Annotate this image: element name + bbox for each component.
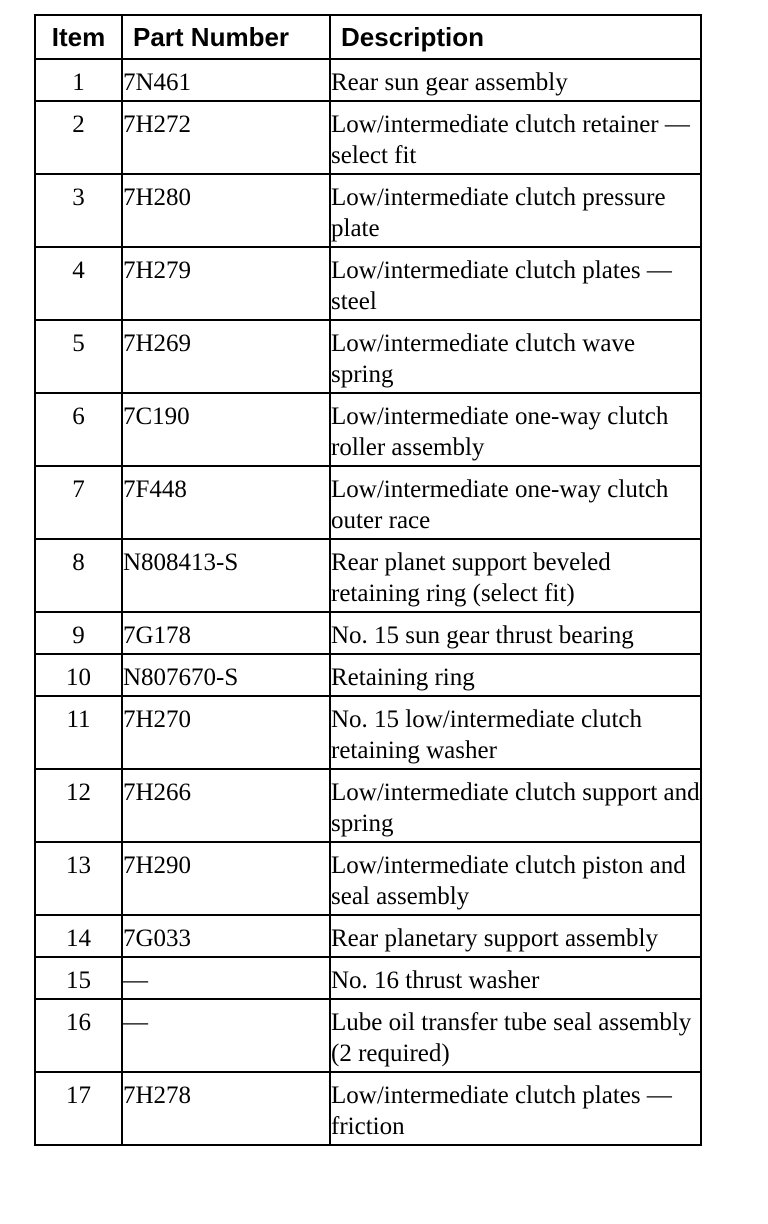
table-row <box>35 696 701 769</box>
description: Low/intermediate clutch wave spring <box>330 320 701 393</box>
table-row <box>35 769 701 842</box>
table-row <box>35 320 701 393</box>
table-row <box>35 101 701 174</box>
description: Low/intermediate one-way clutch roller assembly <box>330 393 701 466</box>
item-number: 9 <box>35 612 122 654</box>
description: Rear planet support beveled retaining ring (select fit) <box>330 539 701 612</box>
description: Rear planetary support assembly <box>330 915 701 957</box>
part-number: 7G178 <box>122 612 330 654</box>
description: Low/intermediate clutch pressure plate <box>330 174 701 247</box>
item-number: 15 <box>35 957 122 999</box>
item-number: 14 <box>35 915 122 957</box>
table-row <box>35 59 701 101</box>
description: Retaining ring <box>330 654 701 696</box>
part-number: 7H278 <box>122 1072 330 1145</box>
item-number: 7 <box>35 466 122 539</box>
parts-table <box>34 14 702 1146</box>
description: Low/intermediate clutch plates — steel <box>330 247 701 320</box>
description: Low/intermediate clutch plates — friction <box>330 1072 701 1145</box>
table-row <box>35 999 701 1072</box>
item-number: 1 <box>35 59 122 101</box>
item-number: 5 <box>35 320 122 393</box>
part-number: 7H290 <box>122 842 330 915</box>
table-row <box>35 654 701 696</box>
description: No. 15 sun gear thrust bearing <box>330 612 701 654</box>
item-number: 4 <box>35 247 122 320</box>
description: No. 15 low/intermediate clutch retaining washer <box>330 696 701 769</box>
header-row <box>35 15 701 59</box>
part-number: 7G033 <box>122 915 330 957</box>
part-number: 7H270 <box>122 696 330 769</box>
table-row <box>35 915 701 957</box>
item-number: 10 <box>35 654 122 696</box>
description: Low/intermediate one-way clutch outer race <box>330 466 701 539</box>
part-number: N807670-S <box>122 654 330 696</box>
table-row <box>35 842 701 915</box>
item-number: 16 <box>35 999 122 1072</box>
item-number: 17 <box>35 1072 122 1145</box>
description: Low/intermediate clutch retainer — select fit <box>330 101 701 174</box>
part-number: 7H266 <box>122 769 330 842</box>
item-number: 12 <box>35 769 122 842</box>
part-number: N808413-S <box>122 539 330 612</box>
item-number: 3 <box>35 174 122 247</box>
table-row <box>35 393 701 466</box>
part-number: 7N461 <box>122 59 330 101</box>
description: Rear sun gear assembly <box>330 59 701 101</box>
table-row <box>35 1072 701 1145</box>
description: Lube oil transfer tube seal assembly (2 required) <box>330 999 701 1072</box>
item-number: 13 <box>35 842 122 915</box>
item-number: 8 <box>35 539 122 612</box>
item-number: 6 <box>35 393 122 466</box>
table-row <box>35 174 701 247</box>
table-row <box>35 539 701 612</box>
header-description: Description <box>330 15 701 59</box>
part-number: — <box>122 957 330 999</box>
part-number: 7H279 <box>122 247 330 320</box>
description: No. 16 thrust washer <box>330 957 701 999</box>
item-number: 2 <box>35 101 122 174</box>
part-number: 7C190 <box>122 393 330 466</box>
part-number: — <box>122 999 330 1072</box>
part-number: 7H272 <box>122 101 330 174</box>
table-row <box>35 466 701 539</box>
table-row <box>35 957 701 999</box>
header-part-number: Part Number <box>122 15 330 59</box>
item-number: 11 <box>35 696 122 769</box>
table-row <box>35 612 701 654</box>
header-item: Item <box>35 15 122 59</box>
part-number: 7H269 <box>122 320 330 393</box>
table-row <box>35 247 701 320</box>
part-number: 7H280 <box>122 174 330 247</box>
description: Low/intermediate clutch piston and seal assembly <box>330 842 701 915</box>
description: Low/intermediate clutch support and spring <box>330 769 701 842</box>
part-number: 7F448 <box>122 466 330 539</box>
